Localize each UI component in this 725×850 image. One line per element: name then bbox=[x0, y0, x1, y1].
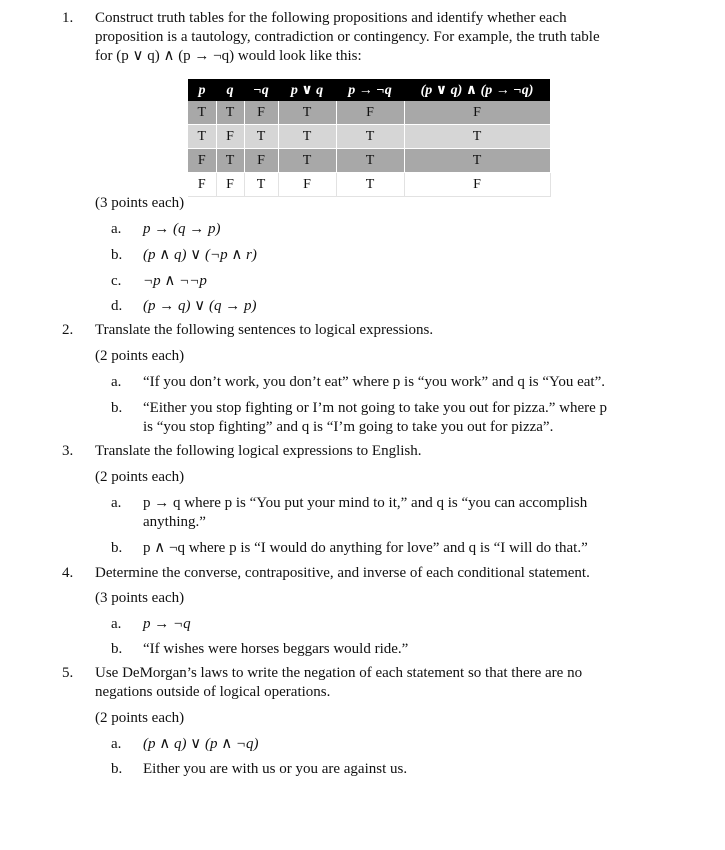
sub-item-text bbox=[143, 399, 683, 437]
sub-item-text: Either you are with us or you are against us. bbox=[143, 761, 408, 777]
points-note: (3 points each) bbox=[95, 195, 185, 211]
table-header: p ∨ q bbox=[278, 79, 336, 101]
question-text bbox=[95, 664, 685, 702]
sub-item-label: a. bbox=[111, 374, 122, 390]
table-cell: F bbox=[336, 101, 404, 125]
sub-item-text: “If wishes were horses beggars would ride.” bbox=[143, 641, 409, 657]
points-note: (3 points each) bbox=[95, 590, 185, 606]
sub-item-label: a. bbox=[111, 736, 122, 752]
table-cell: T bbox=[216, 149, 244, 173]
sub-item-expression: p → (q → p) bbox=[143, 221, 221, 237]
sub-item-line: anything.” bbox=[143, 514, 206, 530]
sub-item-label: a. bbox=[111, 221, 122, 237]
table-row bbox=[188, 125, 550, 149]
table-cell: T bbox=[188, 101, 216, 125]
points-note: (2 points each) bbox=[95, 710, 185, 726]
table-cell: F bbox=[188, 173, 216, 197]
sub-item-label: b. bbox=[111, 400, 123, 416]
question-line: proposition is a tautology, contradiction or contingency. For example, the truth table bbox=[95, 29, 600, 45]
table-cell: F bbox=[188, 149, 216, 173]
table-cell: T bbox=[278, 125, 336, 149]
table-cell: T bbox=[188, 125, 216, 149]
question-text: Translate the following sentences to logical expressions. bbox=[95, 322, 434, 338]
table-header: p → ¬q bbox=[336, 79, 404, 101]
sub-item-line: “Either you stop fighting or I’m not going to take you out for pizza.” where p bbox=[143, 400, 608, 416]
table-cell: T bbox=[244, 173, 278, 197]
sub-item-label: b. bbox=[111, 247, 123, 263]
table-cell: T bbox=[278, 101, 336, 125]
table-cell: F bbox=[216, 173, 244, 197]
truth-table bbox=[188, 79, 551, 197]
table-cell: T bbox=[278, 149, 336, 173]
truth-table-header-row bbox=[188, 79, 550, 101]
sub-item-label: b. bbox=[111, 761, 123, 777]
table-cell: F bbox=[404, 173, 550, 197]
sub-item-text bbox=[143, 494, 683, 532]
table-cell: F bbox=[278, 173, 336, 197]
table-row bbox=[188, 149, 550, 173]
question-number: 5. bbox=[62, 665, 74, 681]
sub-item-line: is “you stop fighting” and q is “I’m going to take you out for pizza”. bbox=[143, 419, 554, 435]
table-cell: F bbox=[244, 101, 278, 125]
sub-item-expression: (p ∧ q) ∨ (p ∧ ¬q) bbox=[143, 736, 259, 752]
sub-item-expression: (p → q) ∨ (q → p) bbox=[143, 298, 257, 314]
table-cell: T bbox=[244, 125, 278, 149]
question-number: 2. bbox=[62, 322, 74, 338]
table-row bbox=[188, 101, 550, 125]
table-cell: T bbox=[336, 125, 404, 149]
question-number: 4. bbox=[62, 565, 74, 581]
question-text: Translate the following logical expressions to English. bbox=[95, 443, 422, 459]
question-line: for (p ∨ q) ∧ (p → ¬q) would look like this: bbox=[95, 48, 362, 64]
question-line: negations outside of logical operations. bbox=[95, 684, 331, 700]
table-header: p bbox=[188, 79, 216, 101]
sub-item-line: p → q where p is “You put your mind to it,” and q is “you can accomplish bbox=[143, 495, 588, 511]
sub-item-text: p ∧ ¬q where p is “I would do anything for love” and q is “I will do that.” bbox=[143, 540, 588, 556]
table-cell: T bbox=[336, 149, 404, 173]
table-cell: T bbox=[216, 101, 244, 125]
sub-item-label: a. bbox=[111, 616, 122, 632]
table-row bbox=[188, 173, 550, 197]
table-cell: F bbox=[216, 125, 244, 149]
table-cell: F bbox=[244, 149, 278, 173]
sub-item-label: b. bbox=[111, 641, 123, 657]
table-cell: F bbox=[404, 101, 550, 125]
question-text: Determine the converse, contrapositive, and inverse of each conditional statement. bbox=[95, 565, 590, 581]
sub-item-expression: ¬p ∧ ¬¬p bbox=[143, 273, 207, 289]
question-line: Use DeMorgan’s laws to write the negation of each statement so that there are no bbox=[95, 665, 583, 681]
sub-item-label: d. bbox=[111, 298, 123, 314]
table-header: (p ∨ q) ∧ (p → ¬q) bbox=[404, 79, 550, 101]
table-header: q bbox=[216, 79, 244, 101]
table-cell: T bbox=[404, 149, 550, 173]
sub-item-text: “If you don’t work, you don’t eat” where p is “you work” and q is “You eat”. bbox=[143, 374, 605, 390]
question-number: 1. bbox=[62, 10, 74, 26]
sub-item-expression: p → ¬q bbox=[143, 616, 191, 632]
sub-item-label: b. bbox=[111, 540, 123, 556]
question-number: 3. bbox=[62, 443, 74, 459]
table-cell: T bbox=[404, 125, 550, 149]
table-cell: T bbox=[336, 173, 404, 197]
points-note: (2 points each) bbox=[95, 348, 185, 364]
question-line: Construct truth tables for the following propositions and identify whether each bbox=[95, 10, 567, 26]
sub-item-label: a. bbox=[111, 495, 122, 511]
sub-item-expression: (p ∧ q) ∨ (¬p ∧ r) bbox=[143, 247, 257, 263]
table-header: ¬q bbox=[244, 79, 278, 101]
sub-item-label: c. bbox=[111, 273, 122, 289]
question-text bbox=[95, 9, 685, 66]
points-note: (2 points each) bbox=[95, 469, 185, 485]
